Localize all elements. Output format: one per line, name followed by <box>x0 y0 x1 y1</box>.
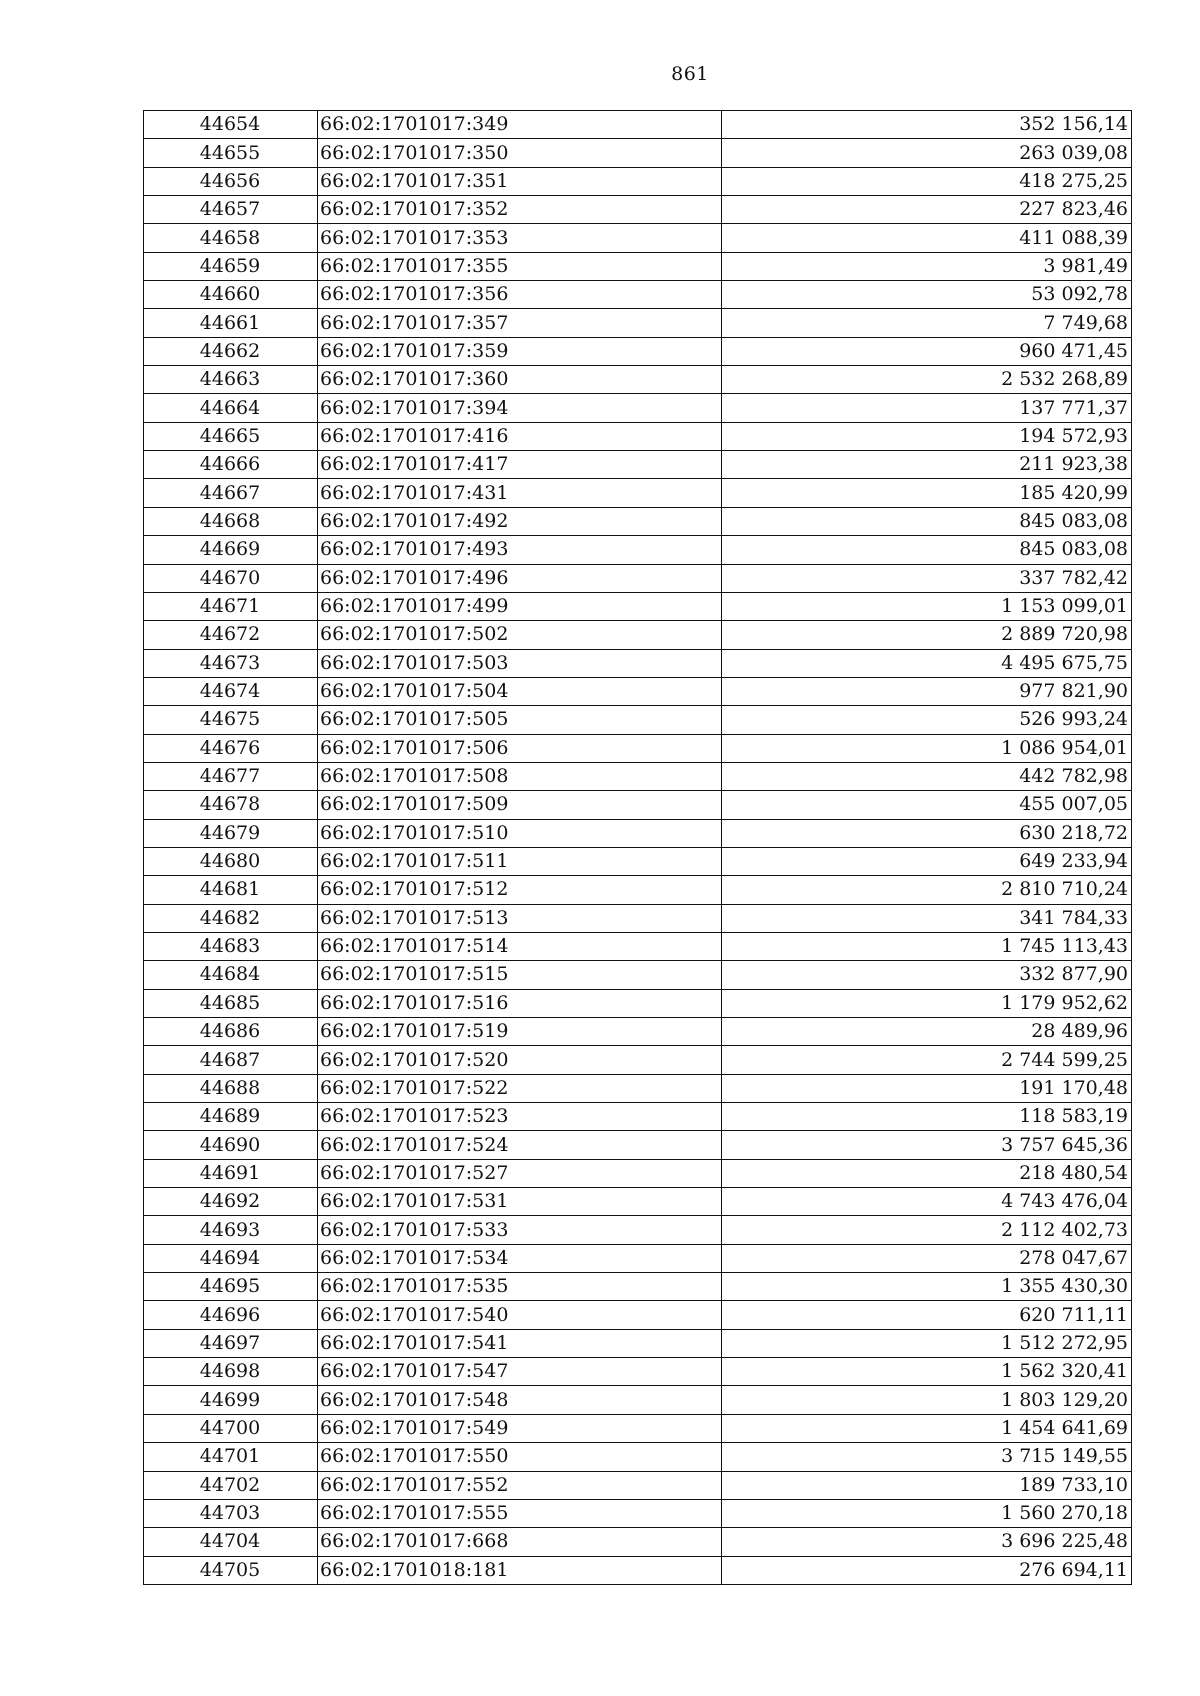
cadastral-value-cell: 137 771,37 <box>722 394 1132 422</box>
table-row <box>144 1414 1132 1442</box>
cadastral-value-cell: 218 480,54 <box>722 1159 1132 1187</box>
cadastral-number-cell: 66:02:1701017:504 <box>318 677 722 705</box>
table-row <box>144 366 1132 394</box>
cadastral-value-cell: 332 877,90 <box>722 961 1132 989</box>
cadastral-number-cell: 66:02:1701017:527 <box>318 1159 722 1187</box>
row-number-cell: 44698 <box>144 1358 318 1386</box>
cadastral-number-cell: 66:02:1701017:492 <box>318 507 722 535</box>
cadastral-value-cell: 263 039,08 <box>722 139 1132 167</box>
cadastral-value-cell: 352 156,14 <box>722 111 1132 139</box>
cadastral-value-cell: 276 694,11 <box>722 1556 1132 1584</box>
cadastral-value-cell: 185 420,99 <box>722 479 1132 507</box>
cadastral-number-cell: 66:02:1701017:513 <box>318 904 722 932</box>
page-number: 861 <box>671 63 709 85</box>
cadastral-number-cell: 66:02:1701017:547 <box>318 1358 722 1386</box>
cadastral-number-cell: 66:02:1701017:523 <box>318 1103 722 1131</box>
cadastral-number-cell: 66:02:1701017:509 <box>318 791 722 819</box>
table-row <box>144 592 1132 620</box>
cadastral-value-table <box>143 110 1132 1585</box>
cadastral-number-cell: 66:02:1701017:351 <box>318 167 722 195</box>
cadastral-value-cell: 411 088,39 <box>722 224 1132 252</box>
table-row <box>144 1528 1132 1556</box>
cadastral-number-cell: 66:02:1701017:355 <box>318 252 722 280</box>
row-number-cell: 44679 <box>144 819 318 847</box>
cadastral-number-cell: 66:02:1701017:356 <box>318 281 722 309</box>
cadastral-number-cell: 66:02:1701017:360 <box>318 366 722 394</box>
cadastral-value-cell: 845 083,08 <box>722 507 1132 535</box>
row-number-cell: 44674 <box>144 677 318 705</box>
cadastral-number-cell: 66:02:1701017:502 <box>318 621 722 649</box>
row-number-cell: 44660 <box>144 281 318 309</box>
table-row <box>144 167 1132 195</box>
cadastral-value-cell: 211 923,38 <box>722 451 1132 479</box>
cadastral-number-cell: 66:02:1701017:493 <box>318 536 722 564</box>
table-row <box>144 1159 1132 1187</box>
cadastral-value-cell: 337 782,42 <box>722 564 1132 592</box>
cadastral-value-cell: 3 757 645,36 <box>722 1131 1132 1159</box>
table-row <box>144 111 1132 139</box>
row-number-cell: 44665 <box>144 422 318 450</box>
cadastral-value-cell: 977 821,90 <box>722 677 1132 705</box>
cadastral-number-cell: 66:02:1701017:394 <box>318 394 722 422</box>
cadastral-value-cell: 278 047,67 <box>722 1244 1132 1272</box>
cadastral-number-cell: 66:02:1701017:503 <box>318 649 722 677</box>
row-number-cell: 44699 <box>144 1386 318 1414</box>
cadastral-number-cell: 66:02:1701017:512 <box>318 876 722 904</box>
row-number-cell: 44690 <box>144 1131 318 1159</box>
cadastral-number-cell: 66:02:1701017:499 <box>318 592 722 620</box>
cadastral-value-cell: 418 275,25 <box>722 167 1132 195</box>
table-row <box>144 281 1132 309</box>
row-number-cell: 44697 <box>144 1329 318 1357</box>
cadastral-number-cell: 66:02:1701017:534 <box>318 1244 722 1272</box>
cadastral-value-cell: 1 454 641,69 <box>722 1414 1132 1442</box>
cadastral-value-cell: 3 715 149,55 <box>722 1443 1132 1471</box>
cadastral-value-cell: 189 733,10 <box>722 1471 1132 1499</box>
row-number-cell: 44681 <box>144 876 318 904</box>
cadastral-value-cell: 1 745 113,43 <box>722 932 1132 960</box>
table-row <box>144 1386 1132 1414</box>
row-number-cell: 44696 <box>144 1301 318 1329</box>
table-row <box>144 847 1132 875</box>
cadastral-number-cell: 66:02:1701017:357 <box>318 309 722 337</box>
table-row <box>144 507 1132 535</box>
row-number-cell: 44654 <box>144 111 318 139</box>
cadastral-number-cell: 66:02:1701017:548 <box>318 1386 722 1414</box>
row-number-cell: 44658 <box>144 224 318 252</box>
table-row <box>144 904 1132 932</box>
table-row <box>144 1556 1132 1584</box>
row-number-cell: 44680 <box>144 847 318 875</box>
cadastral-value-cell: 7 749,68 <box>722 309 1132 337</box>
cadastral-value-cell: 1 153 099,01 <box>722 592 1132 620</box>
table-row <box>144 1273 1132 1301</box>
table-row <box>144 479 1132 507</box>
table-row <box>144 1471 1132 1499</box>
cadastral-number-cell: 66:02:1701017:510 <box>318 819 722 847</box>
cadastral-number-cell: 66:02:1701017:350 <box>318 139 722 167</box>
row-number-cell: 44664 <box>144 394 318 422</box>
row-number-cell: 44668 <box>144 507 318 535</box>
row-number-cell: 44689 <box>144 1103 318 1131</box>
table-row <box>144 1074 1132 1102</box>
cadastral-value-cell: 620 711,11 <box>722 1301 1132 1329</box>
row-number-cell: 44700 <box>144 1414 318 1442</box>
cadastral-number-cell: 66:02:1701017:516 <box>318 989 722 1017</box>
table-row <box>144 536 1132 564</box>
cadastral-number-cell: 66:02:1701017:508 <box>318 762 722 790</box>
table-row <box>144 422 1132 450</box>
row-number-cell: 44662 <box>144 337 318 365</box>
cadastral-value-cell: 341 784,33 <box>722 904 1132 932</box>
row-number-cell: 44666 <box>144 451 318 479</box>
table-row <box>144 224 1132 252</box>
cadastral-number-cell: 66:02:1701018:181 <box>318 1556 722 1584</box>
cadastral-number-cell: 66:02:1701017:533 <box>318 1216 722 1244</box>
row-number-cell: 44670 <box>144 564 318 592</box>
table-row <box>144 1244 1132 1272</box>
table-row <box>144 989 1132 1017</box>
row-number-cell: 44657 <box>144 196 318 224</box>
cadastral-number-cell: 66:02:1701017:353 <box>318 224 722 252</box>
row-number-cell: 44695 <box>144 1273 318 1301</box>
row-number-cell: 44704 <box>144 1528 318 1556</box>
cadastral-number-cell: 66:02:1701017:535 <box>318 1273 722 1301</box>
cadastral-number-cell: 66:02:1701017:549 <box>318 1414 722 1442</box>
row-number-cell: 44672 <box>144 621 318 649</box>
row-number-cell: 44669 <box>144 536 318 564</box>
row-number-cell: 44703 <box>144 1499 318 1527</box>
table-row <box>144 677 1132 705</box>
table-row <box>144 1216 1132 1244</box>
row-number-cell: 44663 <box>144 366 318 394</box>
row-number-cell: 44671 <box>144 592 318 620</box>
cadastral-value-cell: 191 170,48 <box>722 1074 1132 1102</box>
cadastral-value-cell: 1 803 129,20 <box>722 1386 1132 1414</box>
cadastral-value-cell: 227 823,46 <box>722 196 1132 224</box>
row-number-cell: 44677 <box>144 762 318 790</box>
row-number-cell: 44682 <box>144 904 318 932</box>
table-row <box>144 1358 1132 1386</box>
cadastral-value-cell: 630 218,72 <box>722 819 1132 847</box>
row-number-cell: 44687 <box>144 1046 318 1074</box>
table-row <box>144 1131 1132 1159</box>
table-row <box>144 394 1132 422</box>
cadastral-value-cell: 1 179 952,62 <box>722 989 1132 1017</box>
cadastral-number-cell: 66:02:1701017:431 <box>318 479 722 507</box>
cadastral-number-cell: 66:02:1701017:496 <box>318 564 722 592</box>
table-row <box>144 706 1132 734</box>
row-number-cell: 44656 <box>144 167 318 195</box>
cadastral-value-cell: 1 560 270,18 <box>722 1499 1132 1527</box>
row-number-cell: 44688 <box>144 1074 318 1102</box>
cadastral-number-cell: 66:02:1701017:550 <box>318 1443 722 1471</box>
table-row <box>144 621 1132 649</box>
table-row <box>144 309 1132 337</box>
row-number-cell: 44705 <box>144 1556 318 1584</box>
row-number-cell: 44692 <box>144 1188 318 1216</box>
cadastral-value-cell: 1 086 954,01 <box>722 734 1132 762</box>
cadastral-number-cell: 66:02:1701017:522 <box>318 1074 722 1102</box>
row-number-cell: 44673 <box>144 649 318 677</box>
row-number-cell: 44675 <box>144 706 318 734</box>
cadastral-value-cell: 4 743 476,04 <box>722 1188 1132 1216</box>
cadastral-value-cell: 2 112 402,73 <box>722 1216 1132 1244</box>
table-row <box>144 1329 1132 1357</box>
table-row <box>144 1443 1132 1471</box>
cadastral-value-cell: 28 489,96 <box>722 1018 1132 1046</box>
cadastral-value-cell: 2 532 268,89 <box>722 366 1132 394</box>
cadastral-number-cell: 66:02:1701017:417 <box>318 451 722 479</box>
cadastral-value-cell: 455 007,05 <box>722 791 1132 819</box>
table-row <box>144 734 1132 762</box>
row-number-cell: 44693 <box>144 1216 318 1244</box>
table-row <box>144 196 1132 224</box>
cadastral-value-cell: 2 889 720,98 <box>722 621 1132 649</box>
table-row <box>144 961 1132 989</box>
table-row <box>144 1499 1132 1527</box>
cadastral-value-cell: 3 981,49 <box>722 252 1132 280</box>
cadastral-value-cell: 1 562 320,41 <box>722 1358 1132 1386</box>
cadastral-number-cell: 66:02:1701017:552 <box>318 1471 722 1499</box>
row-number-cell: 44685 <box>144 989 318 1017</box>
cadastral-value-cell: 2 744 599,25 <box>722 1046 1132 1074</box>
row-number-cell: 44661 <box>144 309 318 337</box>
row-number-cell: 44686 <box>144 1018 318 1046</box>
row-number-cell: 44694 <box>144 1244 318 1272</box>
cadastral-number-cell: 66:02:1701017:540 <box>318 1301 722 1329</box>
cadastral-value-cell: 2 810 710,24 <box>722 876 1132 904</box>
row-number-cell: 44655 <box>144 139 318 167</box>
row-number-cell: 44676 <box>144 734 318 762</box>
row-number-cell: 44678 <box>144 791 318 819</box>
cadastral-number-cell: 66:02:1701017:359 <box>318 337 722 365</box>
cadastral-number-cell: 66:02:1701017:531 <box>318 1188 722 1216</box>
table-body <box>144 111 1132 1585</box>
cadastral-value-cell: 194 572,93 <box>722 422 1132 450</box>
cadastral-value-cell: 960 471,45 <box>722 337 1132 365</box>
table-row <box>144 564 1132 592</box>
cadastral-value-cell: 1 512 272,95 <box>722 1329 1132 1357</box>
table-row <box>144 932 1132 960</box>
cadastral-value-cell: 1 355 430,30 <box>722 1273 1132 1301</box>
row-number-cell: 44667 <box>144 479 318 507</box>
table-row <box>144 649 1132 677</box>
cadastral-value-cell: 4 495 675,75 <box>722 649 1132 677</box>
cadastral-number-cell: 66:02:1701017:416 <box>318 422 722 450</box>
table-row <box>144 791 1132 819</box>
cadastral-value-cell: 3 696 225,48 <box>722 1528 1132 1556</box>
table-row <box>144 762 1132 790</box>
cadastral-value-cell: 53 092,78 <box>722 281 1132 309</box>
cadastral-number-cell: 66:02:1701017:505 <box>318 706 722 734</box>
row-number-cell: 44702 <box>144 1471 318 1499</box>
cadastral-number-cell: 66:02:1701017:349 <box>318 111 722 139</box>
cadastral-number-cell: 66:02:1701017:524 <box>318 1131 722 1159</box>
table-row <box>144 876 1132 904</box>
cadastral-number-cell: 66:02:1701017:541 <box>318 1329 722 1357</box>
row-number-cell: 44684 <box>144 961 318 989</box>
table-row <box>144 1046 1132 1074</box>
row-number-cell: 44691 <box>144 1159 318 1187</box>
table-row <box>144 1301 1132 1329</box>
cadastral-number-cell: 66:02:1701017:555 <box>318 1499 722 1527</box>
cadastral-value-cell: 526 993,24 <box>722 706 1132 734</box>
cadastral-value-cell: 442 782,98 <box>722 762 1132 790</box>
table-row <box>144 451 1132 479</box>
row-number-cell: 44683 <box>144 932 318 960</box>
row-number-cell: 44701 <box>144 1443 318 1471</box>
cadastral-value-cell: 649 233,94 <box>722 847 1132 875</box>
cadastral-number-cell: 66:02:1701017:514 <box>318 932 722 960</box>
table-row <box>144 819 1132 847</box>
table-row <box>144 1188 1132 1216</box>
cadastral-number-cell: 66:02:1701017:668 <box>318 1528 722 1556</box>
row-number-cell: 44659 <box>144 252 318 280</box>
cadastral-number-cell: 66:02:1701017:515 <box>318 961 722 989</box>
table-row <box>144 139 1132 167</box>
table-row <box>144 337 1132 365</box>
cadastral-number-cell: 66:02:1701017:520 <box>318 1046 722 1074</box>
cadastral-number-cell: 66:02:1701017:511 <box>318 847 722 875</box>
table-row <box>144 252 1132 280</box>
table-row <box>144 1103 1132 1131</box>
cadastral-number-cell: 66:02:1701017:506 <box>318 734 722 762</box>
cadastral-number-cell: 66:02:1701017:352 <box>318 196 722 224</box>
table-row <box>144 1018 1132 1046</box>
cadastral-value-cell: 845 083,08 <box>722 536 1132 564</box>
cadastral-number-cell: 66:02:1701017:519 <box>318 1018 722 1046</box>
cadastral-value-cell: 118 583,19 <box>722 1103 1132 1131</box>
